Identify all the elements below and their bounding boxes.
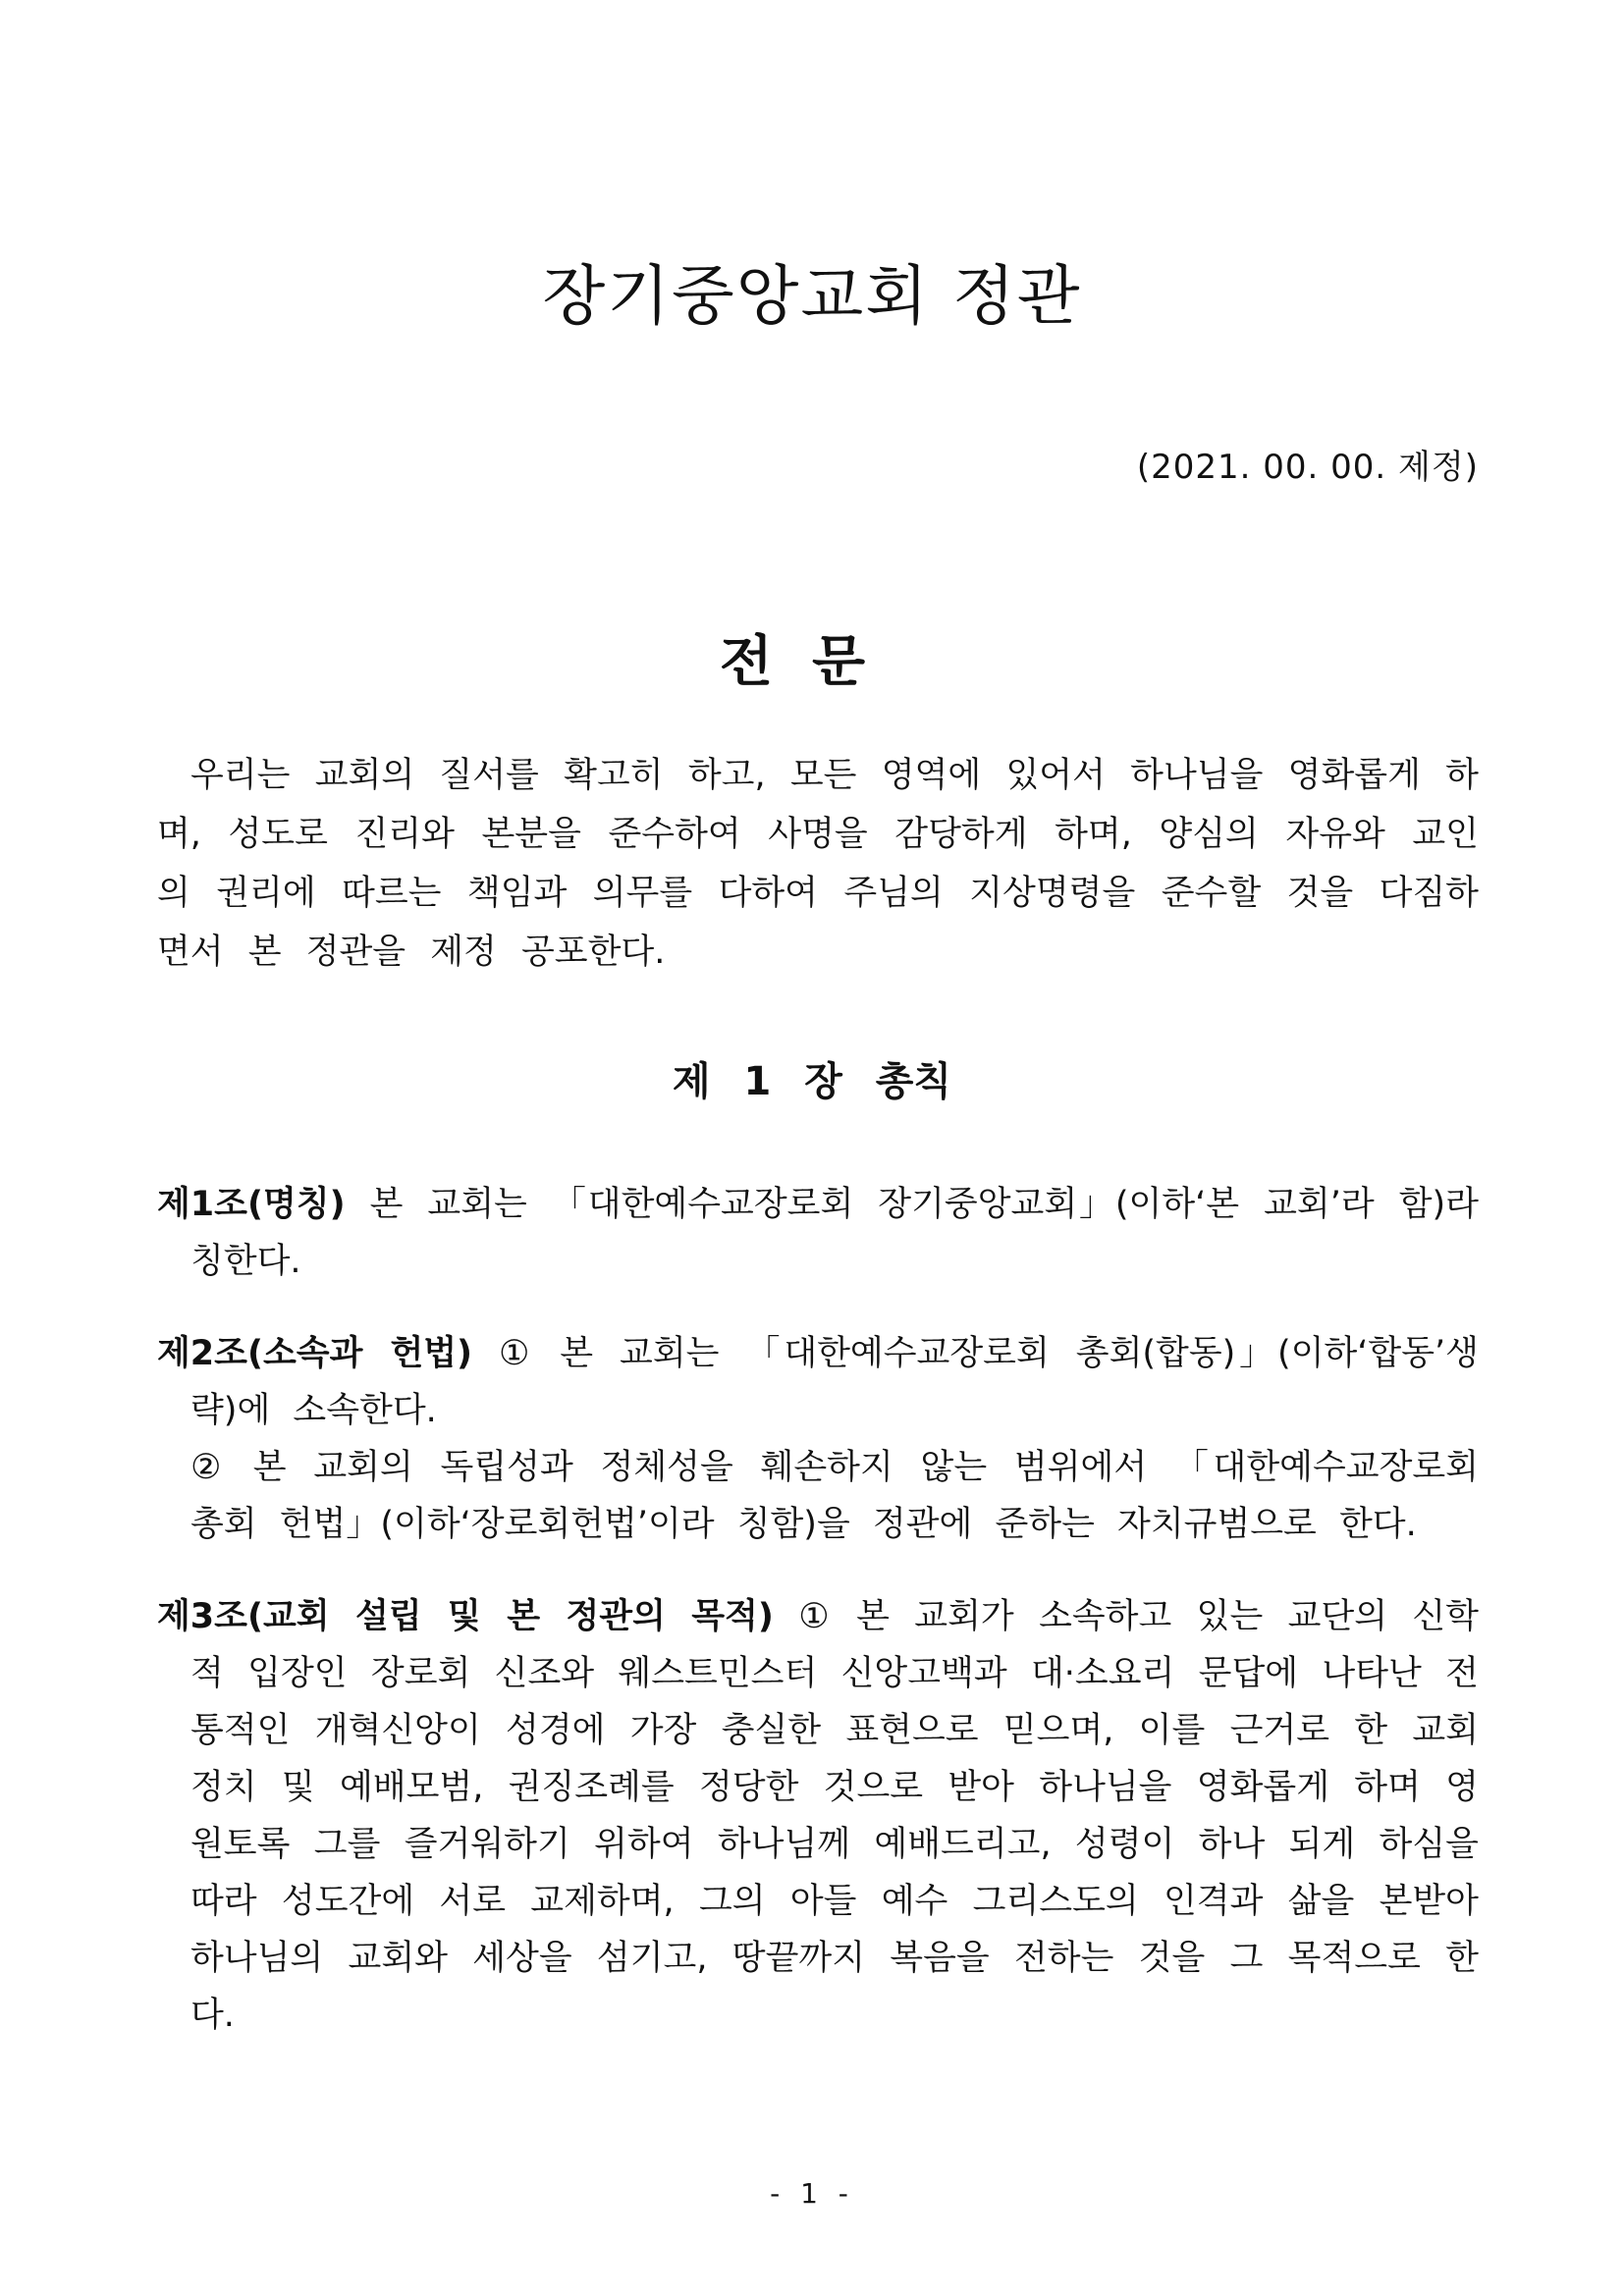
article-heading: 제3조(교회 설립 및 본 정관의 목적): [157, 1597, 774, 1636]
chapter-heading: 제 1 장 총칙: [672, 1059, 952, 1104]
article-paragraph: [157, 1176, 1479, 1290]
article-2: [157, 1325, 1479, 1553]
page-number: - 1 -: [770, 2177, 854, 2210]
document-title: 장기중앙교회 정관: [542, 258, 1082, 334]
article-paragraph: ② 본 교회의 독립성과 정체성을 훼손하지 않는 범위에서 「대한예수교장로회 총회 헌법」(이하‘장로회헌법’이라 칭함)을 정관에 준하는 자치규범으로 한다.: [190, 1448, 1479, 1544]
article-text: 본 교회는 「대한예수교장로회 장기중앙교회」(이하‘본 교회’라 함)라 칭한다.: [190, 1185, 1479, 1281]
article-text: ① 본 교회는 「대한예수교장로회 총회(합동)」(이하‘합동’생략)에 소속한다.: [190, 1334, 1479, 1430]
article-paragraph: [157, 1325, 1479, 1439]
articles-list: [157, 1176, 1479, 2079]
article-text: ① 본 교회가 소속하고 있는 교단의 신학적 입장인 장로회 신조와 웨스트민스터 신앙고백과 대·소요리 문답에 나타난 전통적인 개혁신앙이 성경에 가장 충실한 표현으로 믿으며, 이를 근거로 한 교회정치 및 예배모범, 권징조례를 정당한 것으로 받아 하나님을 영화롭게 하며 영원토록 그를 즐거워하기 위하여 하나님께 예배드리고, 성령이 하나 되게 하심을 따라 성도간에 서로 교제하며, 그의 아들 예수 그리스도의 인격과 삶을 본받아 하나님의 교회와 세상을 섬기고, 땅끝까지 복음을 전하는 것을 그 목적으로 한다.: [190, 1597, 1479, 2035]
article-1: [157, 1176, 1479, 1290]
article-heading: 제1조(명칭): [157, 1185, 346, 1224]
article-paragraph: [157, 1588, 1479, 2044]
enactment-date: (2021. 00. 00. 제정): [1136, 448, 1479, 487]
article-heading: 제2조(소속과 헌법): [157, 1334, 473, 1373]
preamble-text: 우리는 교회의 질서를 확고히 하고, 모든 영역에 있어서 하나님을 영화롭게 하며, 성도로 진리와 본분을 준수하여 사명을 감당하게 하며, 양심의 자유와 교인의 권리에 따르는 책임과 의무를 다하여 주님의 지상명령을 준수할 것을 다짐하면서 본 정관을 제정 공포한다.: [157, 756, 1479, 972]
article-3: [157, 1588, 1479, 2044]
preamble-heading: 전문: [719, 630, 905, 694]
